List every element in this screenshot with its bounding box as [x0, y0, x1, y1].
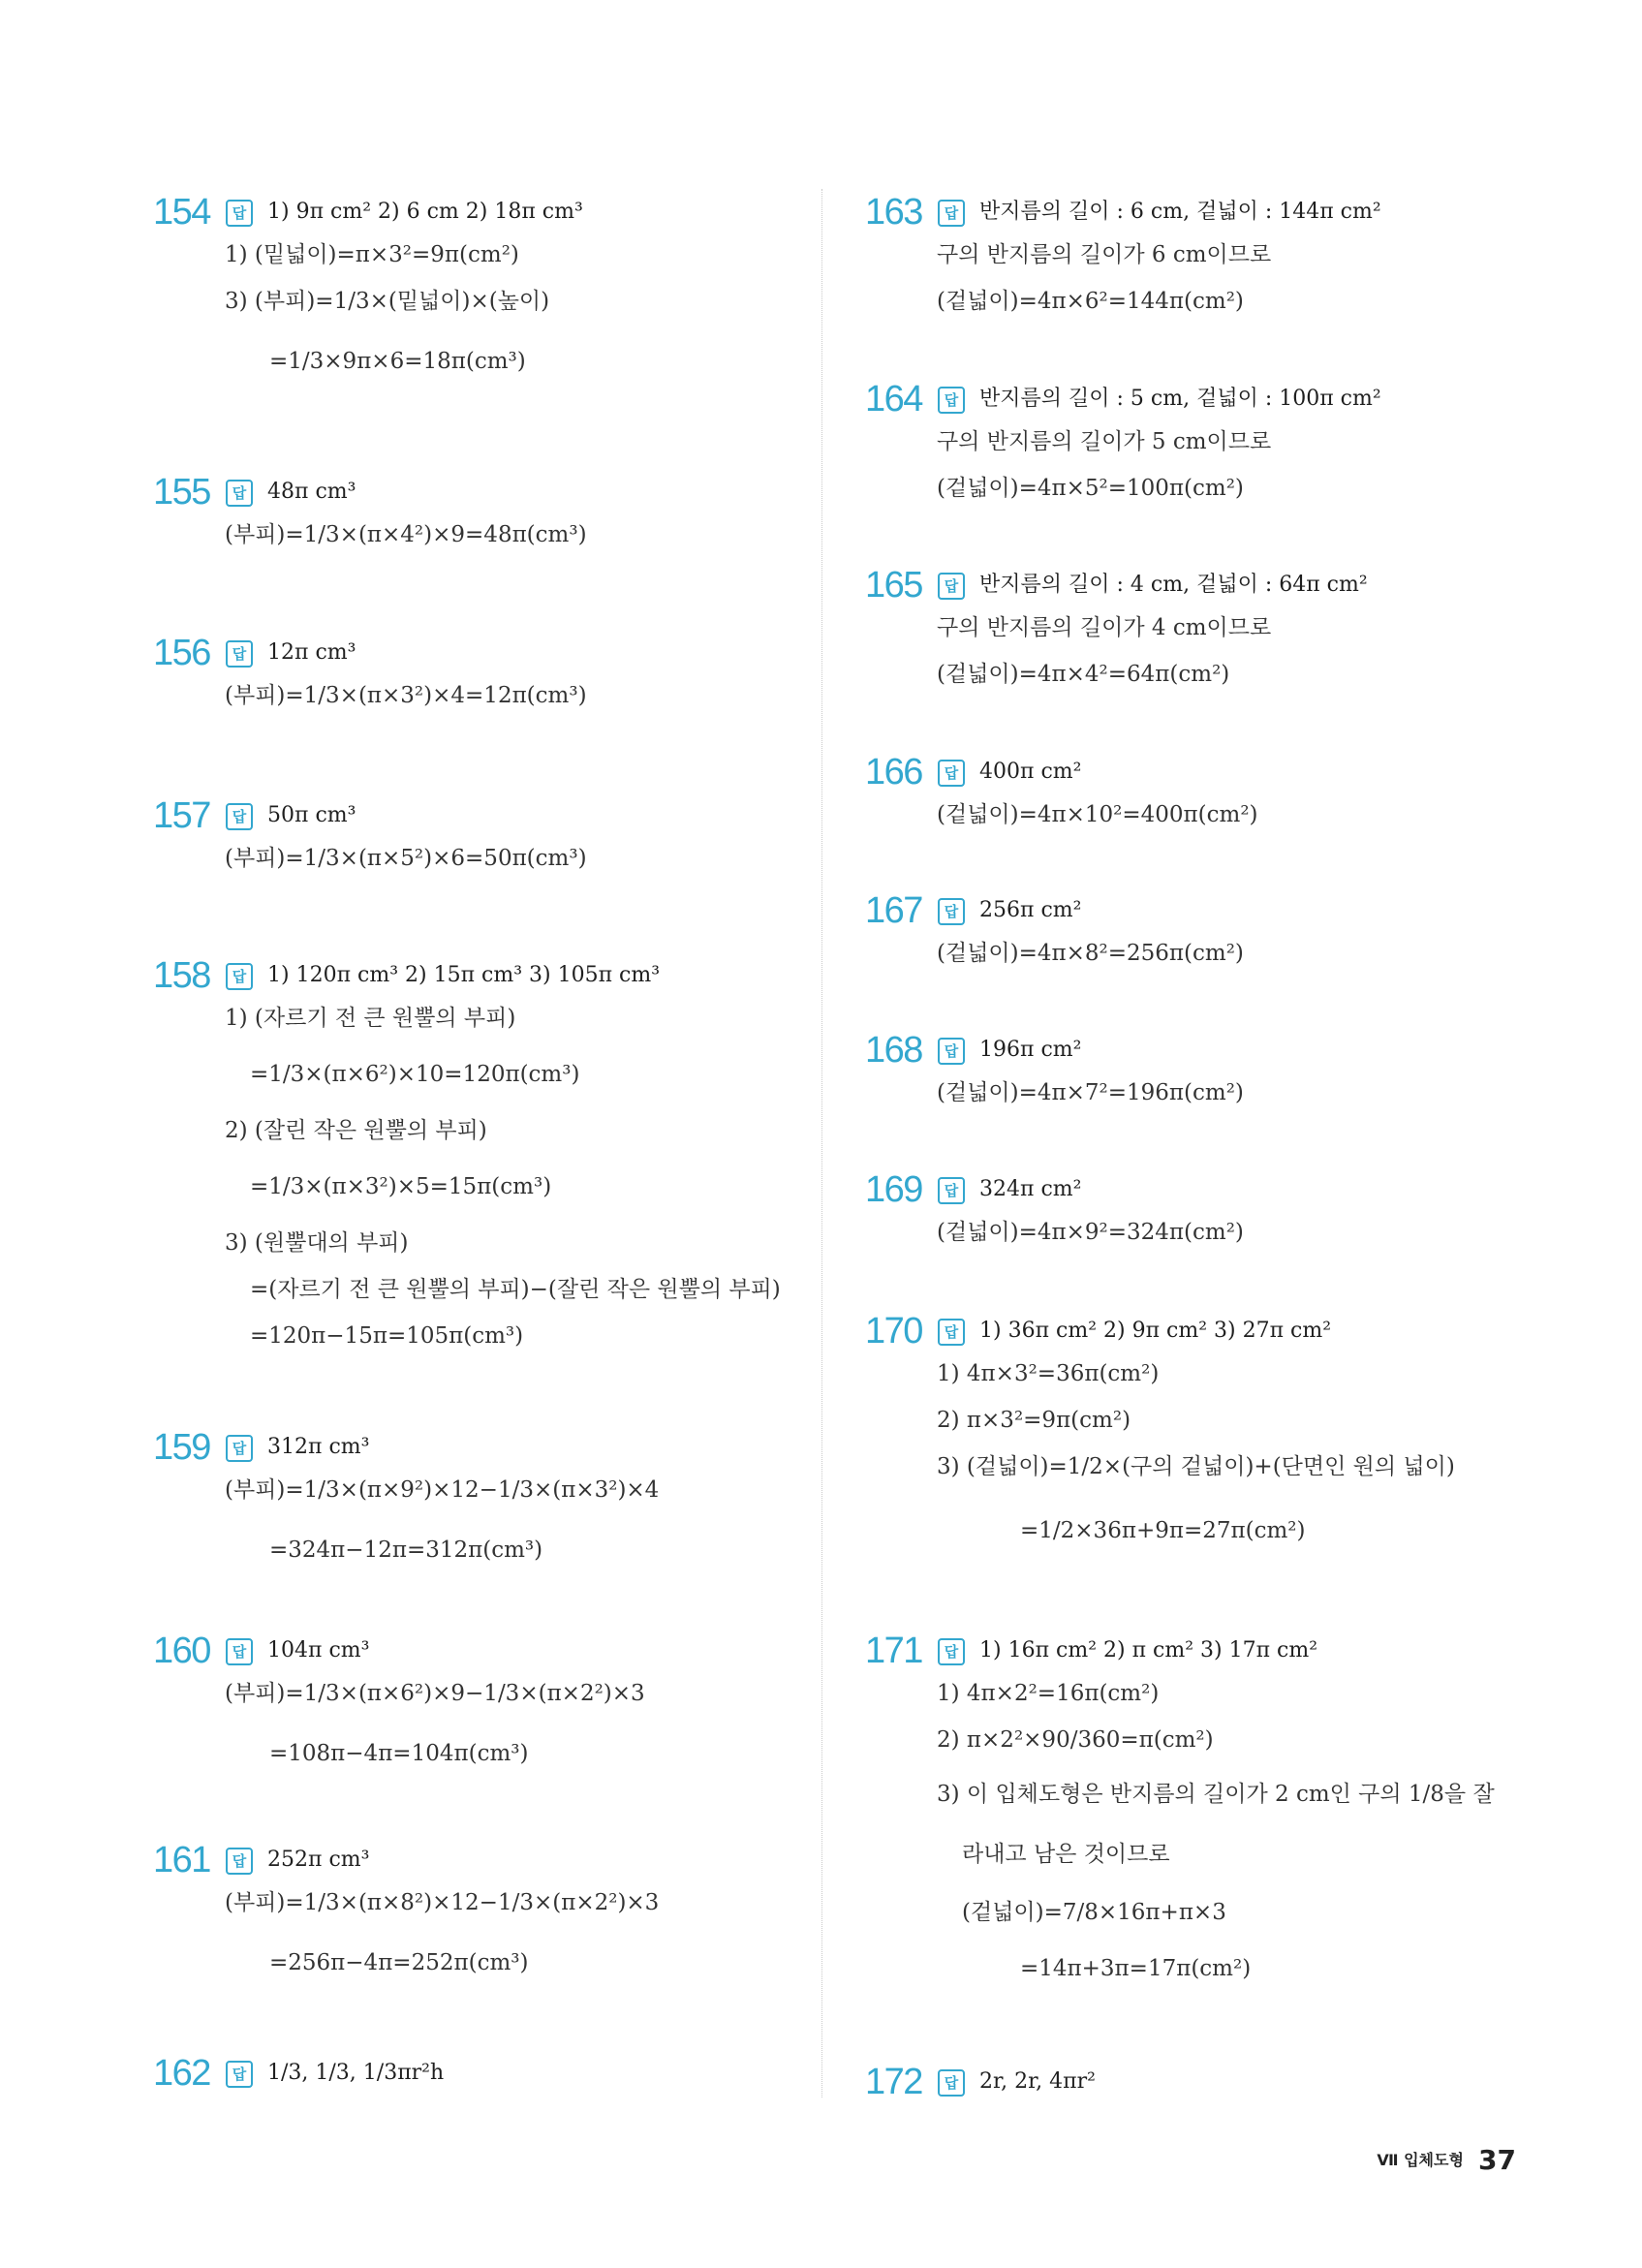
- solution-line: (겉넓이)=4π×7²=196π(cm²): [937, 1080, 1244, 1105]
- answer-badge-icon: 답: [226, 480, 253, 507]
- problem-160: [153, 1630, 889, 1785]
- right-column: [865, 0, 1601, 2268]
- solution-line: (겉넓이)=4π×6²=144π(cm²): [937, 289, 1244, 314]
- solution-line: 1) 4π×2²=16π(cm²): [937, 1681, 1160, 1706]
- problem-number: 155: [153, 472, 210, 513]
- solution-line: 1) (자르기 전 큰 원뿔의 부피): [225, 1006, 516, 1031]
- answer-text: 324π cm²: [979, 1177, 1082, 1201]
- answer-text: 반지름의 길이 : 6 cm, 겉넓이 : 144π cm²: [979, 200, 1381, 224]
- answer-text: 252π cm³: [267, 1848, 370, 1872]
- solution-line: =108π−4π=104π(cm³): [269, 1741, 529, 1766]
- answer-text: 196π cm²: [979, 1038, 1082, 1062]
- answer-badge-icon: 답: [226, 1435, 253, 1462]
- solution-line: (겉넓이)=4π×10²=400π(cm²): [937, 802, 1258, 827]
- problem-header: [153, 1630, 889, 1678]
- solution-line: 3) (원뿔대의 부피): [225, 1230, 409, 1256]
- problem-header: [865, 1630, 1601, 1678]
- answer-badge-icon: 답: [226, 1848, 253, 1875]
- answer-badge-icon: 답: [226, 963, 253, 990]
- solution-line: 구의 반지름의 길이가 4 cm이므로: [937, 615, 1272, 640]
- answer-badge-icon: 답: [938, 1038, 965, 1065]
- solution-line: (부피)=1/3×(π×5²)×6=50π(cm³): [225, 846, 587, 871]
- problem-155: [153, 471, 889, 566]
- problem-number: 165: [865, 565, 922, 606]
- solution-line: (겉넓이)=4π×4²=64π(cm²): [937, 662, 1230, 687]
- solution-line: 구의 반지름의 길이가 6 cm이므로: [937, 242, 1272, 267]
- solution-line: 1) 4π×3²=36π(cm²): [937, 1361, 1160, 1386]
- solution-line: 2) π×2²×90/360=π(cm²): [937, 1727, 1214, 1753]
- answer-text: 반지름의 길이 : 4 cm, 겉넓이 : 64π cm²: [979, 573, 1368, 597]
- problem-166: [865, 751, 1601, 846]
- answer-badge-icon: 답: [226, 640, 253, 668]
- problem-number: 168: [865, 1030, 922, 1071]
- problem-164: [865, 378, 1601, 519]
- problem-header: [153, 1839, 889, 1887]
- problem-156: [153, 632, 889, 727]
- solution-line: (부피)=1/3×(π×4²)×9=48π(cm³): [225, 522, 587, 547]
- page-footer: [1377, 2144, 1516, 2176]
- problem-number: 156: [153, 633, 210, 673]
- solution-line: (부피)=1/3×(π×9²)×12−1/3×(π×3²)×4: [225, 1477, 660, 1503]
- answer-badge-icon: 답: [938, 2069, 965, 2097]
- page-number: 37: [1478, 2144, 1516, 2176]
- answer-badge-icon: 답: [938, 573, 965, 600]
- problem-167: [865, 889, 1601, 984]
- answer-text: 256π cm²: [979, 898, 1082, 922]
- problem-number: 163: [865, 192, 922, 233]
- problem-number: 167: [865, 890, 922, 931]
- solution-line: 3) (겉넓이)=1/2×(구의 겉넓이)+(단면인 원의 넓이): [937, 1454, 1455, 1479]
- problem-number: 161: [153, 1840, 210, 1880]
- problem-172: [865, 2061, 1601, 2109]
- solution-line: 2) π×3²=9π(cm²): [937, 1408, 1131, 1433]
- problem-number: 170: [865, 1311, 922, 1351]
- problem-number: 154: [153, 192, 210, 233]
- solution-line: 구의 반지름의 길이가 5 cm이므로: [937, 429, 1272, 454]
- solution-line: =120π−15π=105π(cm³): [250, 1323, 524, 1349]
- problem-header: [153, 632, 889, 680]
- problem-header: [153, 2052, 889, 2100]
- answer-badge-icon: 답: [938, 387, 965, 414]
- solution-line: (겉넓이)=4π×9²=324π(cm²): [937, 1220, 1244, 1245]
- solution-line: 2) (잘린 작은 원뿔의 부피): [225, 1118, 487, 1143]
- answer-badge-icon: 답: [226, 2061, 253, 2088]
- answer-text: 48π cm³: [267, 480, 356, 504]
- problem-header: [865, 1310, 1601, 1358]
- answer-text: 1) 16π cm² 2) π cm² 3) 17π cm²: [979, 1638, 1318, 1662]
- problem-170: [865, 1310, 1601, 1571]
- column-divider: [821, 189, 822, 2097]
- problem-number: 164: [865, 379, 922, 419]
- problem-number: 160: [153, 1631, 210, 1671]
- answer-badge-icon: 답: [938, 760, 965, 787]
- problem-161: [153, 1839, 889, 1994]
- solution-line: 3) 이 입체도형은 반지름의 길이가 2 cm인 구의 1/8을 잘: [937, 1782, 1495, 1807]
- answer-text: 312π cm³: [267, 1435, 370, 1459]
- solution-line: =14π+3π=17π(cm²): [1020, 1956, 1252, 1981]
- solution-line: 3) (부피)=1/3×(밑넓이)×(높이): [225, 289, 550, 314]
- answer-text: 50π cm³: [267, 803, 356, 827]
- problem-header: [865, 1029, 1601, 1077]
- problem-number: 169: [865, 1169, 922, 1210]
- solution-line: (부피)=1/3×(π×6²)×9−1/3×(π×2²)×3: [225, 1681, 645, 1706]
- answer-badge-icon: 답: [226, 803, 253, 830]
- problem-header: [865, 191, 1601, 239]
- solution-line: =1/3×(π×3²)×5=15π(cm³): [250, 1174, 552, 1199]
- problem-154: [153, 191, 889, 402]
- problem-158: [153, 954, 889, 1367]
- problem-162: [153, 2052, 889, 2100]
- problem-header: [153, 471, 889, 519]
- answer-text: 400π cm²: [979, 760, 1082, 784]
- problem-header: [865, 2061, 1601, 2109]
- answer-badge-icon: 답: [938, 1319, 965, 1346]
- answer-text: 1/3, 1/3, 1/3πr²h: [267, 2061, 445, 2085]
- solution-line: =1/3×(π×6²)×10=120π(cm³): [250, 1062, 580, 1087]
- problem-163: [865, 191, 1601, 332]
- solution-line: (부피)=1/3×(π×3²)×4=12π(cm³): [225, 683, 587, 708]
- answer-badge-icon: 답: [938, 1638, 965, 1665]
- problem-157: [153, 794, 889, 889]
- solution-line: 1) (밑넓이)=π×3²=9π(cm²): [225, 242, 519, 267]
- problem-number: 159: [153, 1427, 210, 1468]
- solution-line: =324π−12π=312π(cm³): [269, 1538, 543, 1563]
- problem-header: [865, 378, 1601, 426]
- solution-line: =(자르기 전 큰 원뿔의 부피)−(잘린 작은 원뿔의 부피): [250, 1277, 781, 1302]
- answer-badge-icon: 답: [938, 1177, 965, 1204]
- problem-168: [865, 1029, 1601, 1124]
- answer-text: 2r, 2r, 4πr²: [979, 2069, 1096, 2094]
- solution-line: 라내고 남은 것이므로: [962, 1842, 1170, 1867]
- answer-text: 104π cm³: [267, 1638, 370, 1662]
- problem-header: [865, 889, 1601, 938]
- solution-line: (겉넓이)=4π×8²=256π(cm²): [937, 941, 1244, 966]
- problem-number: 157: [153, 795, 210, 836]
- problem-header: [865, 751, 1601, 799]
- answer-text: 1) 9π cm² 2) 6 cm 2) 18π cm³: [267, 200, 583, 224]
- answer-badge-icon: 답: [938, 898, 965, 925]
- solution-line: =1/2×36π+9π=27π(cm²): [1020, 1518, 1306, 1543]
- problem-165: [865, 564, 1601, 705]
- answer-text: 1) 36π cm² 2) 9π cm² 3) 27π cm²: [979, 1319, 1332, 1343]
- problem-169: [865, 1168, 1601, 1263]
- problem-number: 172: [865, 2062, 922, 2102]
- section-title: Ⅶ 입체도형: [1377, 2151, 1464, 2169]
- solution-line: =1/3×9π×6=18π(cm³): [269, 349, 526, 374]
- solution-line: =256π−4π=252π(cm³): [269, 1950, 529, 1975]
- answer-text: 1) 120π cm³ 2) 15π cm³ 3) 105π cm³: [267, 963, 661, 987]
- problem-number: 166: [865, 752, 922, 792]
- answer-badge-icon: 답: [226, 1638, 253, 1665]
- solution-line: (겉넓이)=7/8×16π+π×3: [962, 1900, 1226, 1925]
- problem-header: [153, 191, 889, 239]
- problem-159: [153, 1426, 889, 1581]
- answer-text: 반지름의 길이 : 5 cm, 겉넓이 : 100π cm²: [979, 387, 1381, 411]
- solution-line: (겉넓이)=4π×5²=100π(cm²): [937, 476, 1244, 501]
- problem-header: [865, 1168, 1601, 1217]
- left-column: [153, 0, 889, 2268]
- problem-number: 158: [153, 955, 210, 996]
- answer-badge-icon: 답: [938, 200, 965, 227]
- answer-text: 12π cm³: [267, 640, 356, 665]
- problem-number: 171: [865, 1631, 922, 1671]
- problem-header: [153, 794, 889, 843]
- solution-line: (부피)=1/3×(π×8²)×12−1/3×(π×2²)×3: [225, 1890, 660, 1915]
- problem-header: [865, 564, 1601, 612]
- problem-number: 162: [153, 2053, 210, 2094]
- problem-header: [153, 1426, 889, 1475]
- answer-badge-icon: 답: [226, 200, 253, 227]
- problem-171: [865, 1630, 1601, 2009]
- problem-header: [153, 954, 889, 1003]
